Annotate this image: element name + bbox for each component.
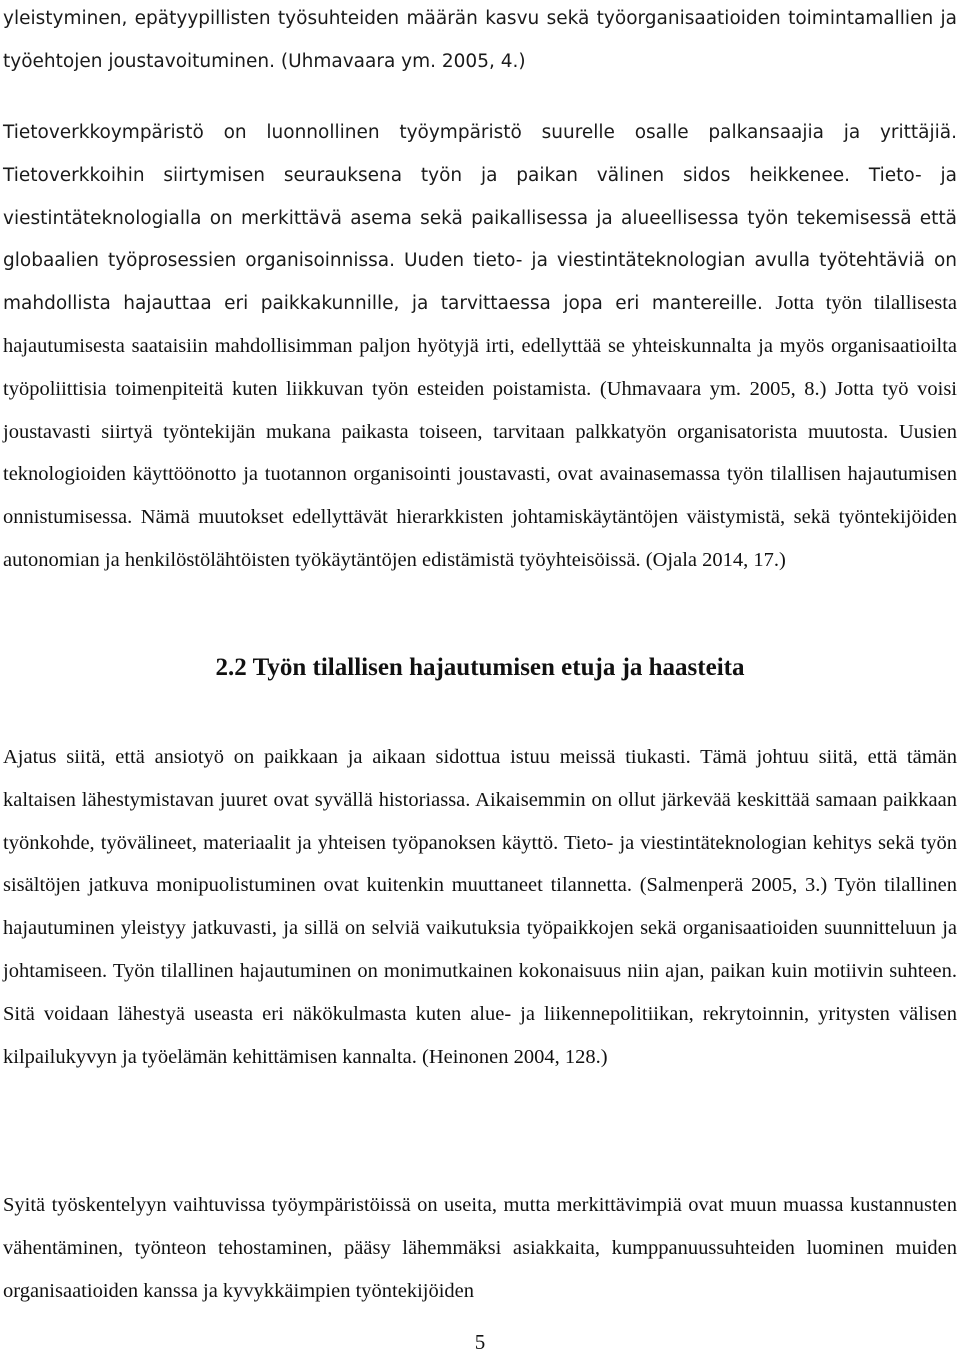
paragraph-text: Tietoverkkoympäristö on luonnollinen työympäristö suurelle osalle palkansaajia ja yrittäjiä. Tietoverkkoihin siirtymisen seurauksena työn ja paikan välinen sidos heikkenee. Tieto- ja viestintäteknologialla on merkittävä asema sekä paikallisessa ja alueellisessa työn tekemisessä että globaalien työprosessien organisoinnissa. Uuden tieto- ja viestintäteknologian avulla työtehtäviä on mahdollista hajauttaa eri paikkakunnille, ja tarvittaessa jopa eri mantereille. xyxy=(3,122,957,315)
section-heading: 2.2 Työn tilallisen hajautumisen etuja ja haasteita xyxy=(215,654,745,681)
body-paragraph xyxy=(3,737,957,1079)
page-number: 5 xyxy=(474,1330,486,1354)
paragraph-text: yleistyminen, epätyypillisten työsuhteiden määrän kasvu sekä työorganisaatioiden toimintamallien ja työehtojen joustavoituminen. (Uhmavaara ym. 2005, 4.) xyxy=(3,8,957,72)
paragraph-text: Ajatus siitä, että ansiotyö on paikkaan ja aikaan sidottua istuu meissä tiukasti. Tämä johtuu siitä, että tämän kaltaisen lähestymistavan juuret ovat syvällä historiassa. Aikaisemmin on ollut järkevää keskittää samaan paikkaan työnkohde, työvälineet, materiaalit ja yhteisen työpanoksen käyttö. Tieto- ja viestintäteknologian kehitys sekä työn sisältöjen jatkuva monipuolistuminen ovat kuitenkin muuttaneet tilannetta. (Salmenperä 2005, 3.) Työn tilallinen hajautuminen yleistyy jatkuvasti, ja sillä on selviä vaikutuksia työpaikkojen sekä organisaatioiden suunnitteluun ja johtamiseen. Työn tilallinen hajautuminen on monimutkainen kokonaisuus niin ajan, paikan kuin motiivin suhteen. Sitä voidaan lähestyä useasta eri näkökulmasta kuten alue- ja liikennepolitiikan, rekrytoinnin, yritysten välisen kilpailukyvyn ja työelämän kehittämisen kannalta. (Heinonen 2004, 128.) xyxy=(3,746,957,1068)
paragraph-text: Syitä työskentelyyn vaihtuvissa työympäristöissä on useita, mutta merkittävimpiä ovat muun muassa kustannusten vähentäminen, työnteon tehostaminen, pääsy lähemmäksi asiakkaita, kumppanuussuhteiden luominen muiden organisaatioiden kanssa ja kyvykkäimpien työntekijöiden xyxy=(3,1194,957,1302)
paragraph-text: Jotta työn tilallisesta hajautumisesta saataisiin mahdollisimman paljon hyötyjä irti, edellyttää se yhteiskunnalta ja myös organisaatioilta työpoliittisia toimenpiteitä kuten liikkuvan työn esteiden poistamista. (Uhmavaara ym. 2005, 8.) Jotta työ voisi joustavasti siirtyä työntekijän mukana paikasta toiseen, tarvitaan palkkatyön organisatorista muutosta. Uusien teknologioiden käyttöönotto ja tuotannon organisointi joustavasti, ovat avainasemassa työn tilallisen hajautumisen onnistumisessa. Nämä muutokset edellyttävät hierarkkisten johtamiskäytäntöjen väistymistä, sekä työntekijöiden autonomian ja henkilöstölähtöisten työkäytäntöjen edistämistä työyhteisöissä. (Ojala 2014, 17.) xyxy=(3,292,957,571)
body-paragraph xyxy=(3,1185,957,1313)
body-paragraph xyxy=(3,0,957,84)
body-paragraph xyxy=(3,112,957,583)
